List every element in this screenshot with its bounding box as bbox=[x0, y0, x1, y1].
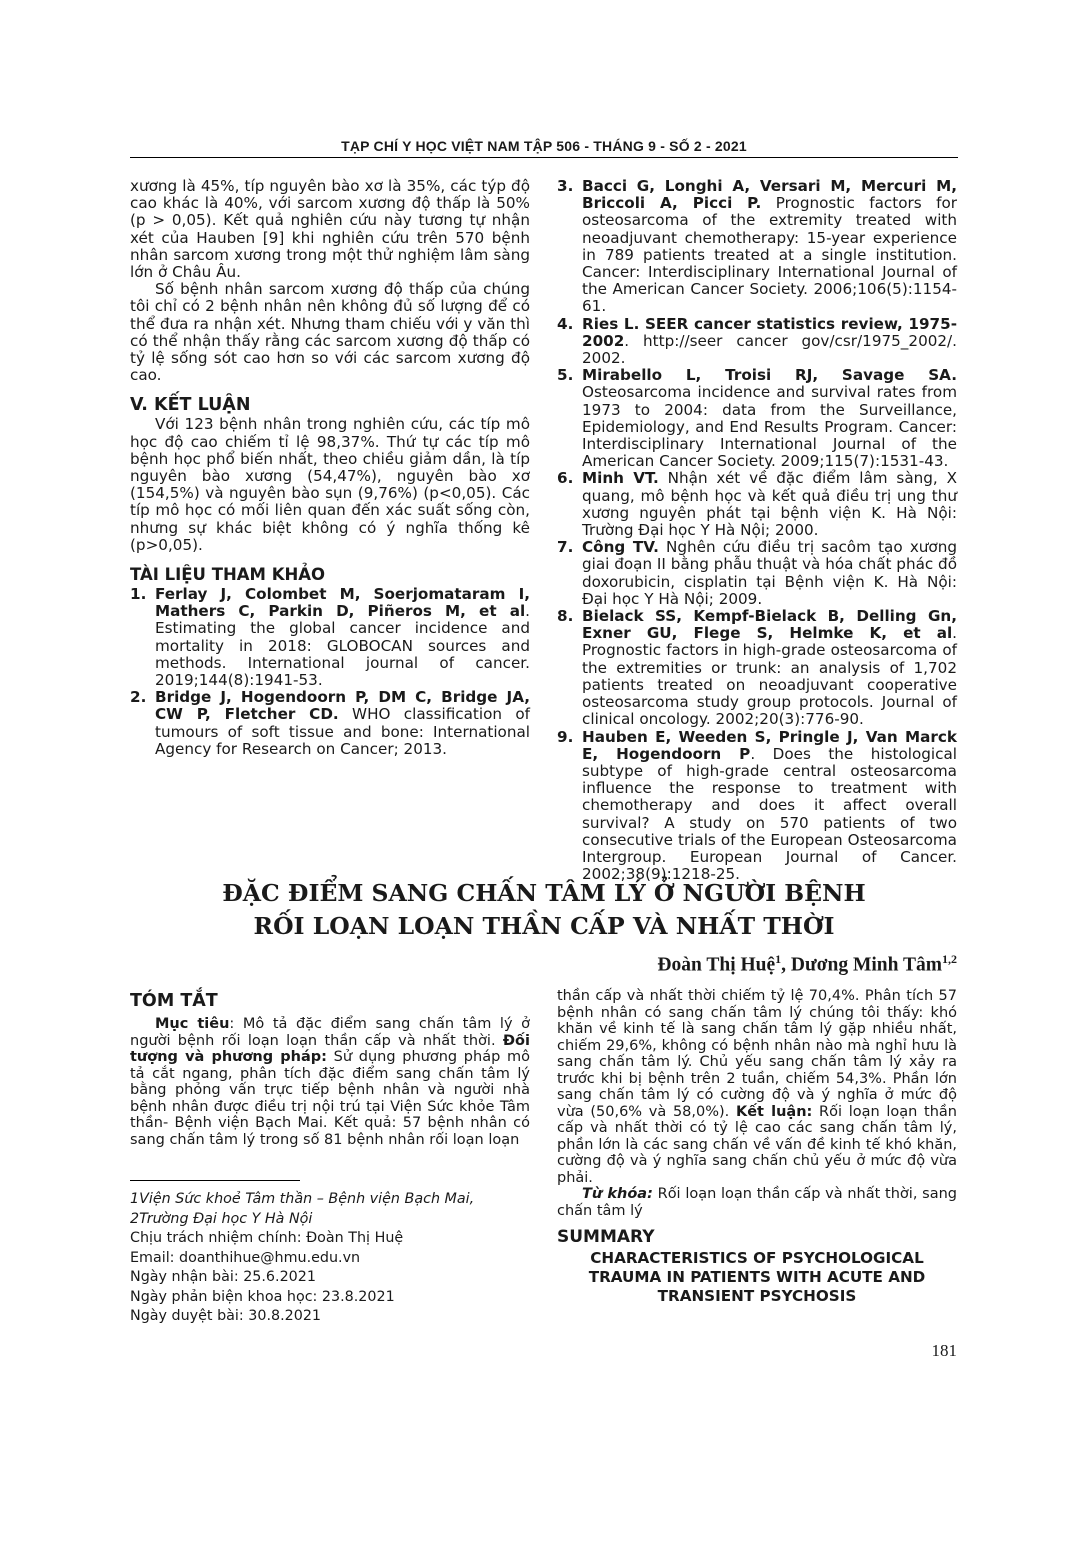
reference-item bbox=[557, 316, 957, 368]
methods-label: Đối tượng và phương pháp: bbox=[130, 1032, 530, 1065]
conclusion-heading: V. KẾT LUẬN bbox=[130, 395, 251, 416]
reference-authors: Công TV. bbox=[582, 538, 659, 557]
abstract-heading: TÓM TẮT bbox=[130, 991, 218, 1011]
reference-number: 4. bbox=[557, 314, 574, 333]
reference-text: Nhận xét về đặc điểm lâm sàng, X quang, mô bệnh học và kết quả điều trị ung thư xương nguyên phát tại bệnh viện K. Hà Nội: Trường Đại học Y Hà Nội; 2000. bbox=[582, 469, 957, 540]
reference-text: Osteosarcoma incidence and survival rates from 1973 to 2004: data from the Surveillance, Epidemiology, and End Results Program. Cancer: Interdisciplinary International Journal of the American Cancer Society. 2009;115(7):1531-43. bbox=[582, 383, 957, 471]
date-received: Ngày nhận bài: 25.6.2021 bbox=[130, 1269, 316, 1285]
reference-number: 6. bbox=[557, 469, 574, 488]
reference-text: . http://seer cancer gov/csr/1975_2002/. 2002. bbox=[582, 331, 957, 368]
reference-text: . Estimating the global cancer incidence and mortality in 2018: GLOBOCAN sources and methods. International journal of cancer. 2019;144(8):1941-53. bbox=[155, 602, 530, 690]
corresponding-author: Chịu trách nhiệm chính: Đoàn Thị Huệ bbox=[130, 1230, 404, 1246]
reference-item bbox=[557, 608, 957, 728]
conclusion-text: Rối loạn loạn thần cấp và nhất thời có tỷ lệ cao các sang chấn tâm lý, phần lớn là các sang chấn về vấn đề kinh tế khó khăn, cường độ và ý nghĩa sang chấn chủ yếu ở mức độ vừa phải. bbox=[557, 1103, 958, 1186]
reference-item bbox=[130, 689, 530, 758]
article-title-line: ĐẶC ĐIỂM SANG CHẤN TÂM LÝ Ở NGƯỜI BỆNH bbox=[222, 879, 866, 907]
reference-number: 1. bbox=[130, 585, 147, 604]
reference-number: 5. bbox=[557, 366, 574, 385]
reference-authors: Bridge J, Hogendoorn P, DM C, Bridge JA, CW P, Fletcher CD. bbox=[155, 688, 530, 724]
affiliation-2: 2Trường Đại học Y Hà Nội bbox=[130, 1210, 313, 1227]
reference-text: Prognostic factors for osteosarcoma of the extremity treated with neoadjuvant chemotherapy: 15-year experience in 789 patients treated at a single institution. Cancer: Interdisciplinary International Journal of the American Cancer Society. 2006;106(5):1154-61. bbox=[582, 194, 957, 316]
reference-item bbox=[557, 539, 957, 608]
conclusion-label: Kết luận: bbox=[735, 1103, 813, 1120]
reference-item bbox=[557, 367, 957, 470]
reference-text: . Does the histological subtype of high-grade central osteosarcoma influence the response to treatment with chemotherapy and does it affect overall survival? A study on 570 patients of two consecutive trials of the European Osteosarcoma Intergroup. European Journal of Cancer. 2002;38(9):1218-25. bbox=[582, 744, 957, 884]
author-separator: , bbox=[781, 954, 791, 976]
reference-list-left bbox=[130, 586, 530, 758]
reference-authors: Ries L. SEER cancer statistics review, 1975-2002 bbox=[582, 314, 957, 350]
summary-heading: SUMMARY bbox=[557, 1227, 655, 1247]
keywords-label: Từ khóa: bbox=[582, 1186, 653, 1202]
reference-authors: Minh VT. bbox=[582, 469, 659, 488]
header-rule bbox=[130, 157, 958, 158]
reference-number: 2. bbox=[130, 688, 147, 707]
affiliation-1: 1Viện Sức khoẻ Tâm thần – Bệnh viện Bạch Mai, bbox=[130, 1191, 475, 1207]
methods-text: Sử dụng phương pháp mô tả cắt ngang, phân tích đặc điểm sang chấn tâm lý bằng phỏng vấn trực tiếp bệnh nhân và người nhà bệnh nhân được điều trị nội trú tại Viện Sức khỏe Tâm thần- Bệnh viện Bạch Mai. Kết quả: 57 bệnh nhân có sang chấn tâm lý trong số 81 bệnh nhân rối loạn loạn bbox=[130, 1049, 530, 1148]
article-title bbox=[150, 877, 938, 943]
abstract-left bbox=[130, 990, 530, 1148]
affiliation-marker: 1 bbox=[775, 952, 782, 966]
results-text: thần cấp và nhất thời chiếm tỷ lệ 70,4%. Phân tích 57 bệnh nhân có sang chấn tâm lý chúng tôi thấy: khó khăn về kinh tế là sang chấn tâm lý gặp nhiều nhất, chiếm 29,6%, không có bệnh nhân nào mà nghỉ hưu là sang chấn tâm lý. Chủ yếu sang chấn tâm lý xảy ra trước khi bị bệnh trên 2 tuần, chiếm 54,3%. Phần lớn sang chấn tâm lý có cường độ và ý nghĩa ở mức độ vừa (50,6% và 58,0%). bbox=[557, 988, 957, 1120]
reference-authors: Ferlay J, Colombet M, Soerjomataram I, Mathers C, Parkin D, Piñeros M, et al bbox=[155, 585, 530, 621]
footnote-rule bbox=[130, 1180, 300, 1181]
reference-number: 9. bbox=[557, 727, 574, 746]
objective-label: Mục tiêu bbox=[155, 1016, 230, 1032]
footnotes bbox=[130, 1190, 530, 1327]
reference-item bbox=[557, 178, 957, 316]
running-header: TẠP CHÍ Y HỌC VIỆT NAM TẬP 506 - THÁNG 9 - SỐ 2 - 2021 bbox=[341, 138, 747, 154]
references-heading: TÀI LIỆU THAM KHẢO bbox=[130, 565, 326, 585]
reference-text: . Prognostic factors in high-grade osteosarcoma of the extremities or trunk: an analysis of 1,702 patients treated on neoadjuvant cooperative osteosarcoma study group protocols. Journal of clinical oncology. 2002;20(3):776-90. bbox=[582, 624, 957, 729]
reference-item bbox=[130, 586, 530, 689]
reference-authors: Bacci G, Longhi A, Versari M, Mercuri M, Briccoli A, Picci P. bbox=[582, 177, 957, 213]
conclusion-text: Với 123 bệnh nhân trong nghiên cứu, các típ mô học độ cao chiếm tỉ lệ 98,37%. Thứ tự các típ mô bệnh học phổ biến nhất, theo chiều giảm dần, là típ nguyên bào xương (54,47%), nguyên bào xơ (154,5%) và nguyên bào sụn (9,76%) (p<0,05). Các típ mô học có mối liên quan đến xác suất sống còn, nhưng sự khác biệt không có ý nghĩa thống kê (p>0,05). bbox=[130, 415, 530, 554]
objective-text: : Mô tả đặc điểm sang chấn tâm lý ở người bệnh rối loạn loạn thần cấp và nhất thời. bbox=[130, 1016, 530, 1049]
reference-number: 7. bbox=[557, 538, 574, 557]
paragraph-continued: xương là 45%, típ nguyên bào xơ là 35%, các týp độ cao khác là 40%, với sarcom xương độ thấp là 50% (p > 0,05). Kết quả nghiên cứu này tương tự nhận xét của Hauben [9] khi nghiên cứu trên 570 bệnh nhân sarcom xương trong một thử nghiệm lâm sàng lớn ở Châu Âu. bbox=[130, 177, 530, 282]
author-name: Đoàn Thị Huệ bbox=[657, 954, 776, 976]
reference-number: 8. bbox=[557, 607, 574, 626]
keywords-text: Rối loạn loạn thần cấp và nhất thời, sang chấn tâm lý bbox=[557, 1186, 957, 1219]
paragraph-low-grade: Số bệnh nhân sarcom xương độ thấp của chúng tôi chỉ có 2 bệnh nhân nên không đủ số lượng để có thể đưa ra nhận xét. Nhưng tham chiếu với y văn thì có thể nhận thấy rằng các sarcom xương độ thấp có tỷ lệ sống sót cao hơn so với các sarcom xương độ cao. bbox=[130, 280, 530, 385]
left-column bbox=[130, 178, 530, 758]
keywords bbox=[557, 1186, 957, 1219]
reference-text: Nghên cứu điều trị sacôm tạo xương giai đoạn II bằng phẫu thuật và hóa chất phác đồ doxorubicin, cisplatin tại Bệnh viện K. Hà Nội: Đại học Y Hà Nội; 2009. bbox=[582, 538, 957, 608]
affiliation-marker: 1,2 bbox=[942, 952, 957, 966]
abstract-paragraph bbox=[130, 1016, 530, 1148]
reference-authors: Hauben E, Weeden S, Pringle J, Van Marck E, Hogendoorn P bbox=[582, 727, 957, 763]
email: Email: doanthihue@hmu.edu.vn bbox=[130, 1249, 361, 1266]
author-name: Dương Minh Tâm bbox=[790, 954, 942, 976]
reference-text: WHO classification of tumours of soft tissue and bone: International Agency for Research on Cancer; 2013. bbox=[155, 705, 531, 758]
page-number: 181 bbox=[931, 1341, 957, 1360]
date-accepted: Ngày duyệt bài: 30.8.2021 bbox=[130, 1308, 322, 1324]
abstract-right bbox=[557, 988, 957, 1306]
reference-item bbox=[557, 470, 957, 539]
abstract-paragraph-cont bbox=[557, 988, 957, 1186]
reference-number: 3. bbox=[557, 177, 574, 195]
author-line bbox=[657, 952, 957, 977]
date-reviewed: Ngày phản biện khoa học: 23.8.2021 bbox=[130, 1288, 395, 1305]
right-column bbox=[557, 178, 957, 883]
reference-item bbox=[557, 729, 957, 884]
reference-authors: Bielack SS, Kempf-Bielack B, Delling Gn, Exner GU, Flege S, Helmke K, et al bbox=[582, 607, 957, 643]
reference-authors: Mirabello L, Troisi RJ, Savage SA. bbox=[582, 366, 957, 385]
article-title-line: RỐI LOẠN LOẠN THẦN CẤP VÀ NHẤT THỜI bbox=[253, 912, 835, 940]
summary-title: CHARACTERISTICS OF PSYCHOLOGICAL TRAUMA IN PATIENTS WITH ACUTE AND TRANSIENT PSYCHOSIS bbox=[588, 1248, 926, 1305]
